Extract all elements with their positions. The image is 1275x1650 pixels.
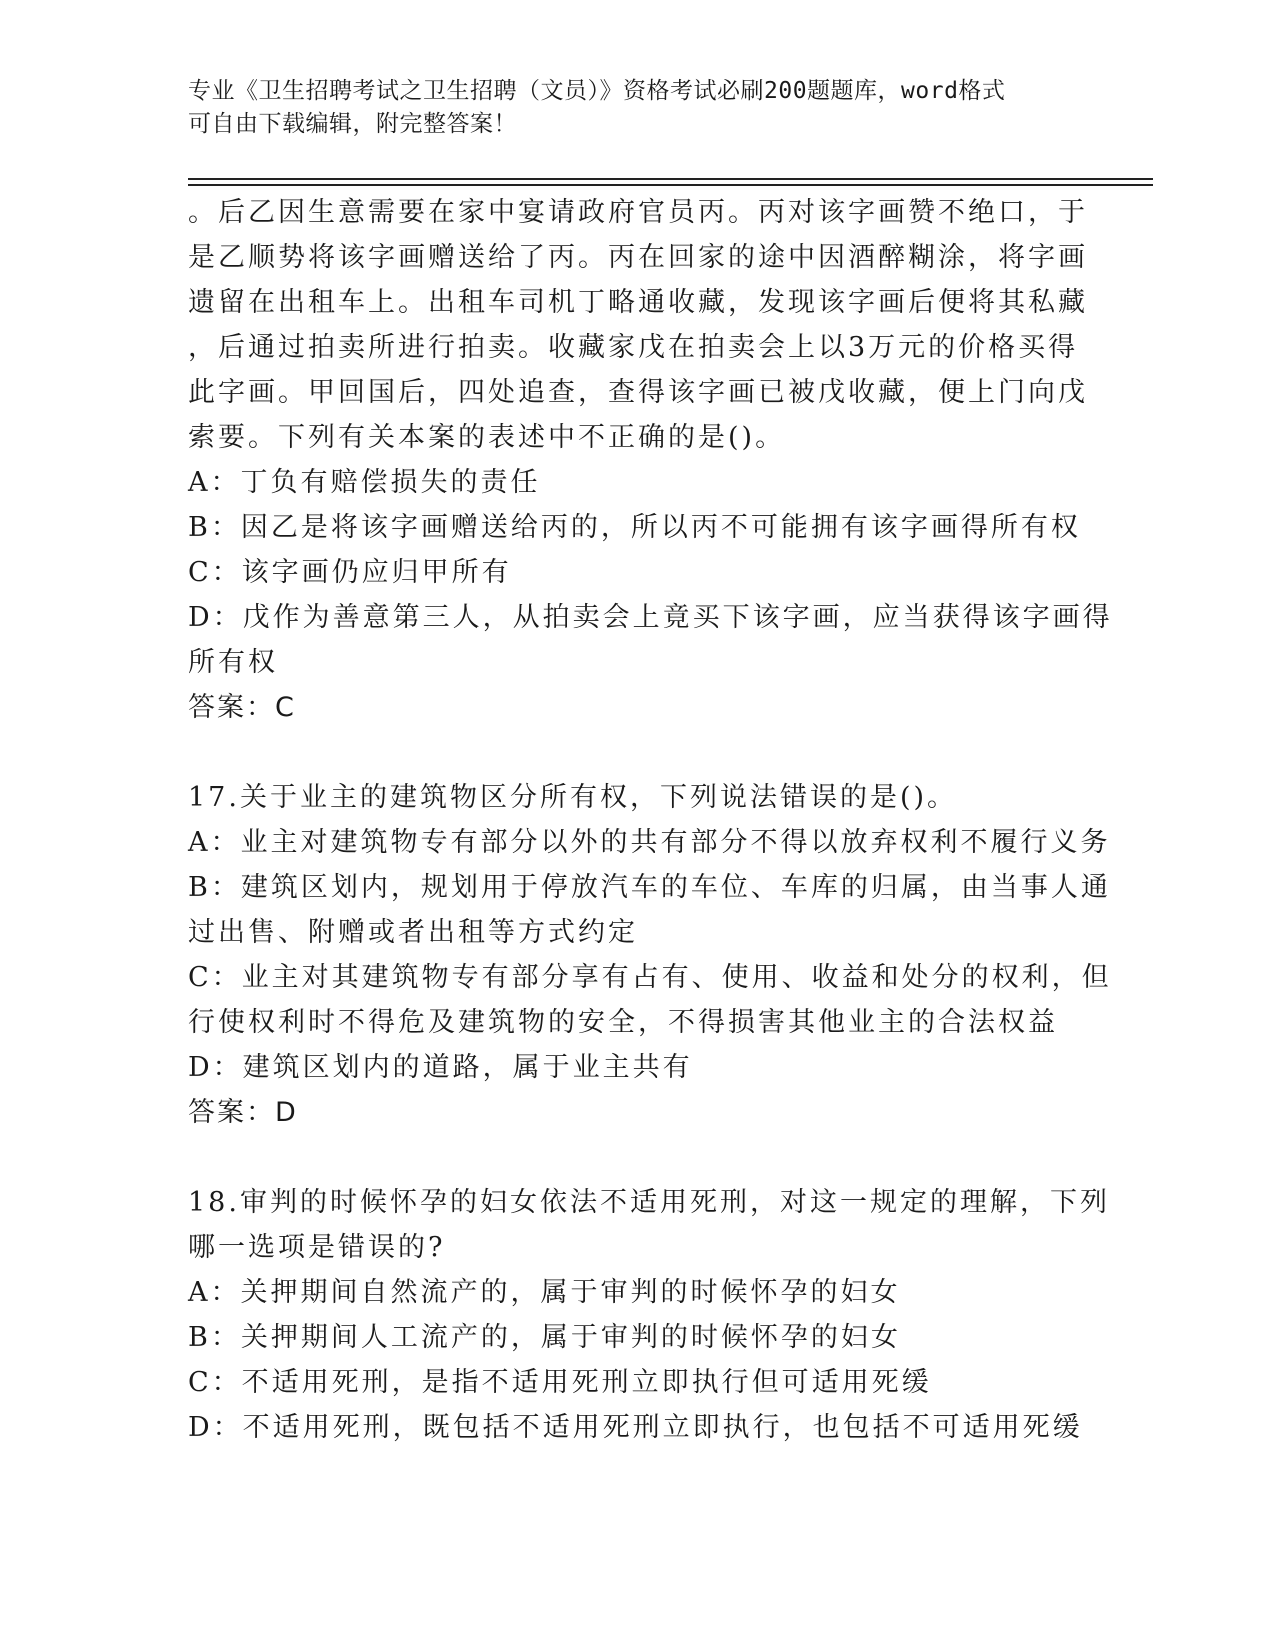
header-line-1: 专业《卫生招聘考试之卫生招聘（文员）》资格考试必刷200题题库，word格式 bbox=[188, 78, 1006, 104]
option-b-continued: 过出售、附赠或者出租等方式约定 bbox=[188, 917, 638, 948]
question-17 bbox=[188, 775, 1112, 1135]
question-stem-line: 遗留在出租车上。出租车司机丁略通收藏，发现该字画后便将其私藏 bbox=[188, 287, 1088, 318]
option-a: A：关押期间自然流产的，属于审判的时候怀孕的妇女 bbox=[188, 1277, 901, 1308]
header-divider-bottom bbox=[188, 184, 1153, 186]
header-line-2: 可自由下载编辑，附完整答案！ bbox=[188, 111, 517, 137]
question-spacer bbox=[188, 730, 1088, 775]
question-stem-line: 是乙顺势将该字画赠送给了丙。丙在回家的途中因酒醉糊涂，将字画 bbox=[188, 242, 1088, 273]
page-header bbox=[188, 75, 1068, 141]
option-d: D：建筑区划内的道路，属于业主共有 bbox=[188, 1052, 693, 1083]
option-b: B：因乙是将该字画赠送给丙的，所以丙不可能拥有该字画得所有权 bbox=[188, 512, 1081, 543]
question-stem-line: 此字画。甲回国后，四处追查，查得该字画已被戊收藏，便上门向戊 bbox=[188, 377, 1088, 408]
question-spacer bbox=[188, 1135, 1088, 1180]
document-body bbox=[188, 190, 1113, 1450]
question-16 bbox=[188, 190, 1113, 730]
option-d: D：戊作为善意第三人，从拍卖会上竟买下该字画，应当获得该字画得 bbox=[188, 602, 1113, 633]
question-stem-line: 17.关于业主的建筑物区分所有权，下列说法错误的是()。 bbox=[188, 782, 958, 813]
option-b: B：关押期间人工流产的，属于审判的时候怀孕的妇女 bbox=[188, 1322, 901, 1353]
answer-label: 答案：D bbox=[188, 1097, 298, 1128]
header-divider-top bbox=[188, 178, 1153, 180]
option-a: A：丁负有赔偿损失的责任 bbox=[188, 467, 541, 498]
question-stem-line: 索要。下列有关本案的表述中不正确的是()。 bbox=[188, 422, 786, 453]
question-stem-line: ，后通过拍卖所进行拍卖。收藏家戊在拍卖会上以3万元的价格买得 bbox=[188, 332, 1079, 363]
option-b: B：建筑区划内，规划用于停放汽车的车位、车库的归属，由当事人通 bbox=[188, 872, 1111, 903]
question-stem-line: 。后乙因生意需要在家中宴请政府官员丙。丙对该字画赞不绝口，于 bbox=[188, 197, 1088, 228]
option-d: D：不适用死刑，既包括不适用死刑立即执行，也包括不可适用死缓 bbox=[188, 1412, 1083, 1443]
option-d-continued: 所有权 bbox=[188, 647, 278, 678]
option-c: C：该字画仍应归甲所有 bbox=[188, 557, 512, 588]
answer-label: 答案：C bbox=[188, 692, 296, 723]
question-stem-line: 18.审判的时候怀孕的妇女依法不适用死刑，对这一规定的理解，下列 bbox=[188, 1187, 1110, 1218]
option-a: A：业主对建筑物专有部分以外的共有部分不得以放弃权利不履行义务 bbox=[188, 827, 1111, 858]
option-c: C：业主对其建筑物专有部分享有占有、使用、收益和处分的权利，但 bbox=[188, 962, 1112, 993]
option-c: C：不适用死刑，是指不适用死刑立即执行但可适用死缓 bbox=[188, 1367, 932, 1398]
option-c-continued: 行使权利时不得危及建筑物的安全，不得损害其他业主的合法权益 bbox=[188, 1007, 1058, 1038]
question-18 bbox=[188, 1180, 1110, 1450]
question-stem-line: 哪一选项是错误的? bbox=[188, 1232, 446, 1263]
